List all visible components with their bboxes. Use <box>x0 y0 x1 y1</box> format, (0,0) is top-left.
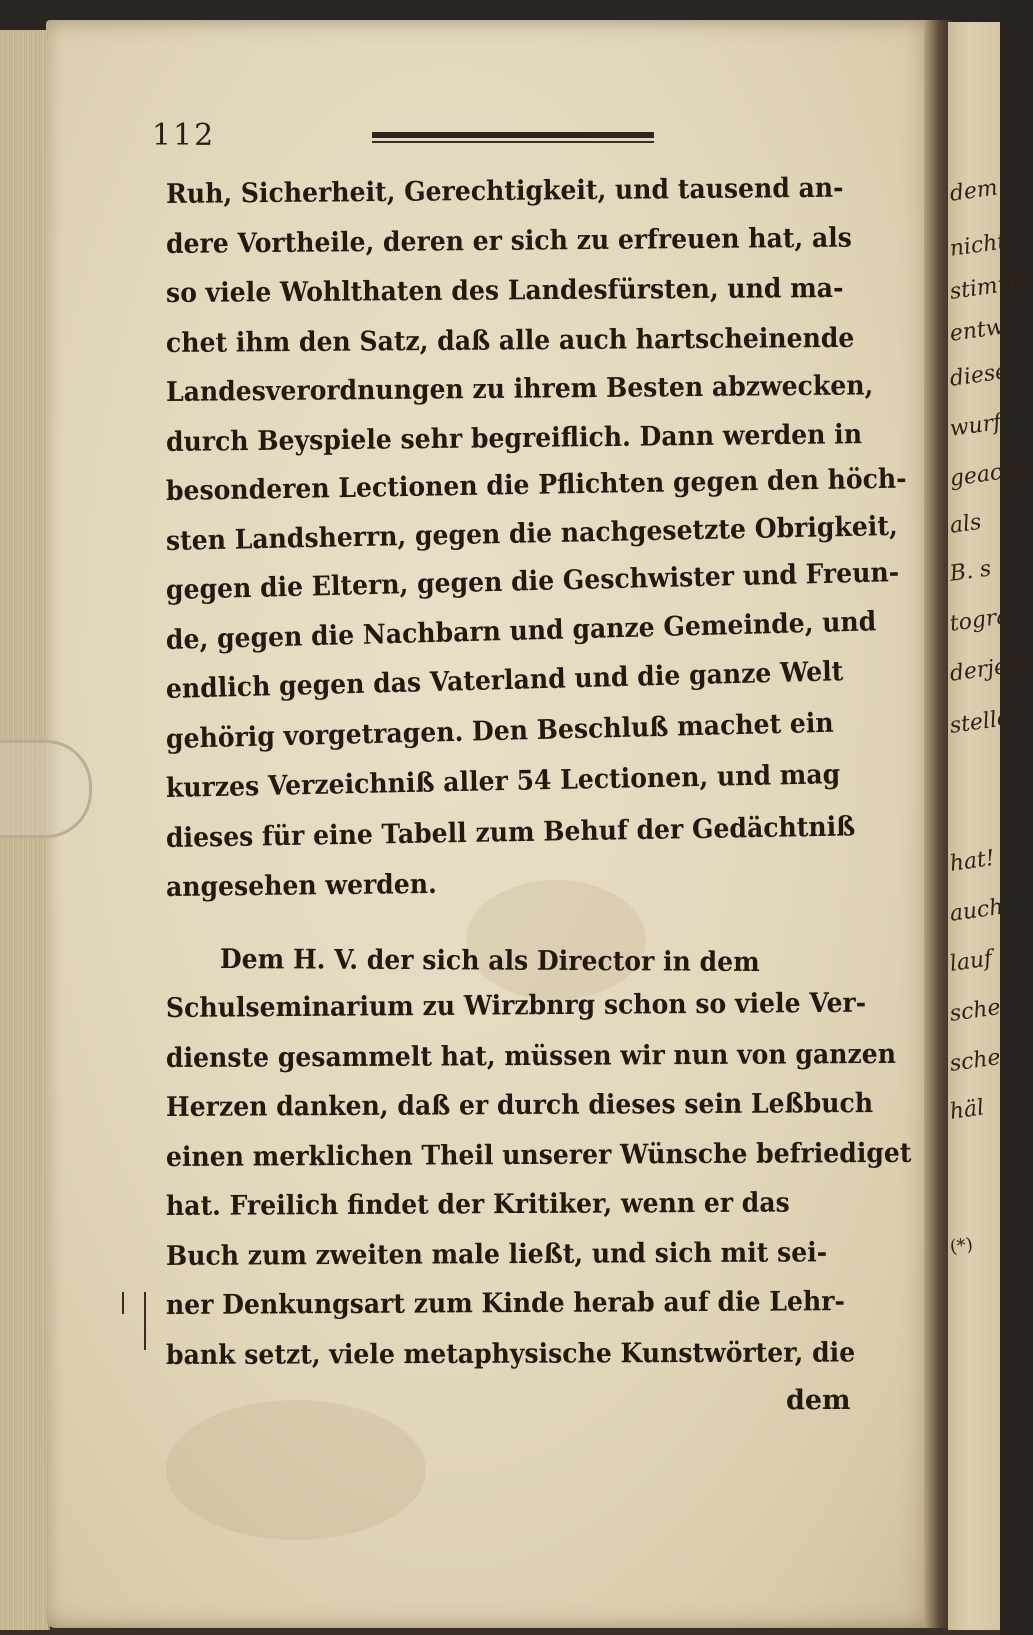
text-line: dieses für eine Tabell zum Behuf der Gedächtniß <box>165 810 856 854</box>
header-rule <box>372 132 654 146</box>
text-line: kurzes Verzeichniß aller 54 Lectionen, und mag <box>165 759 841 804</box>
text-line: sten Landsherrn, gegen die nachgesetzte Obrigkeit, <box>165 510 898 557</box>
text-line: durch Beyspiele sehr begreiflich. Dann werden in <box>165 418 863 458</box>
text-line: einen merklichen Theil unserer Wünsche befriediget <box>165 1137 912 1173</box>
facing-word: schei <box>948 994 1010 1027</box>
text-line: dienste gesammelt hat, müssen wir nun von ganzen <box>165 1038 897 1074</box>
text-line: gegen die Eltern, gegen die Geschwister und Freun- <box>165 557 900 606</box>
facing-word: geacht <box>948 456 1027 492</box>
facing-footnote-mark: (*) <box>948 1233 975 1258</box>
text-line: bank setzt, viele metaphysische Kunstwörter, die <box>165 1336 856 1371</box>
facing-word: wurf <box>948 409 1003 442</box>
text-line: Landesverordnungen zu ihrem Besten abzwecken, <box>165 370 874 408</box>
facing-word: hat! <box>948 845 997 877</box>
bookmark-clip <box>0 740 92 838</box>
facing-word: auch <box>948 894 1005 927</box>
text-line: Ruh, Sicherheit, Gerechtigkeit, und tausend an- <box>165 172 844 210</box>
text-line: besonderen Lectionen die Pflichten gegen den höch- <box>165 463 907 507</box>
text-line: hat. Freilich findet der Kritiker, wenn er das <box>165 1187 790 1222</box>
facing-word: diesem <box>948 356 1031 392</box>
text-line: Schulseminarium zu Wirzbnrg schon so viele Ver- <box>165 987 867 1024</box>
facing-word: sche <box>948 1045 1003 1077</box>
margin-pencil-mark <box>118 1292 148 1352</box>
text-line: de, gegen die Nachbarn und ganze Gemeinde, und <box>165 605 877 656</box>
text-line: ner Denkungsart zum Kinde herab auf die Lehr- <box>165 1286 845 1321</box>
facing-word: nicht <box>948 229 1008 262</box>
facing-word: B. s <box>948 556 993 587</box>
text-line: Dem H. V. der sich als Director in dem <box>219 943 760 978</box>
facing-word: steller <box>948 704 1022 739</box>
text-line: dere Vortheile, deren er sich zu erfreuen hat, als <box>165 222 853 260</box>
facing-word: häl <box>948 1095 986 1125</box>
text-line: Buch zum zweiten male ließt, und sich mit sei- <box>165 1236 828 1272</box>
text-line: gehörig vorgetragen. Den Beschluß machet ein <box>165 707 834 755</box>
body-text <box>165 170 912 1380</box>
facing-word: lauf <box>948 946 994 977</box>
page-number: 112 <box>152 118 216 153</box>
catchword: dem <box>786 1385 851 1416</box>
facing-word: togra <box>948 603 1011 637</box>
text-line: Herzen danken, daß er durch dieses sein Leßbuch <box>165 1088 874 1123</box>
facing-word: entwi <box>948 313 1014 347</box>
paper-stain <box>166 1400 426 1540</box>
facing-page <box>948 22 1033 1630</box>
facing-word: als <box>948 509 983 539</box>
text-line: angesehen werden. <box>165 868 437 903</box>
text-line: endlich gegen das Vaterland und die ganze Welt <box>165 656 844 705</box>
facing-word: dem <box>948 175 1000 207</box>
facing-word: stimme <box>948 268 1033 305</box>
facing-word: derjen <box>948 652 1023 687</box>
text-line: so viele Wohlthaten des Landesfürsten, und ma- <box>165 272 844 309</box>
text-line: chet ihm den Satz, daß alle auch hartscheinende <box>165 322 855 359</box>
